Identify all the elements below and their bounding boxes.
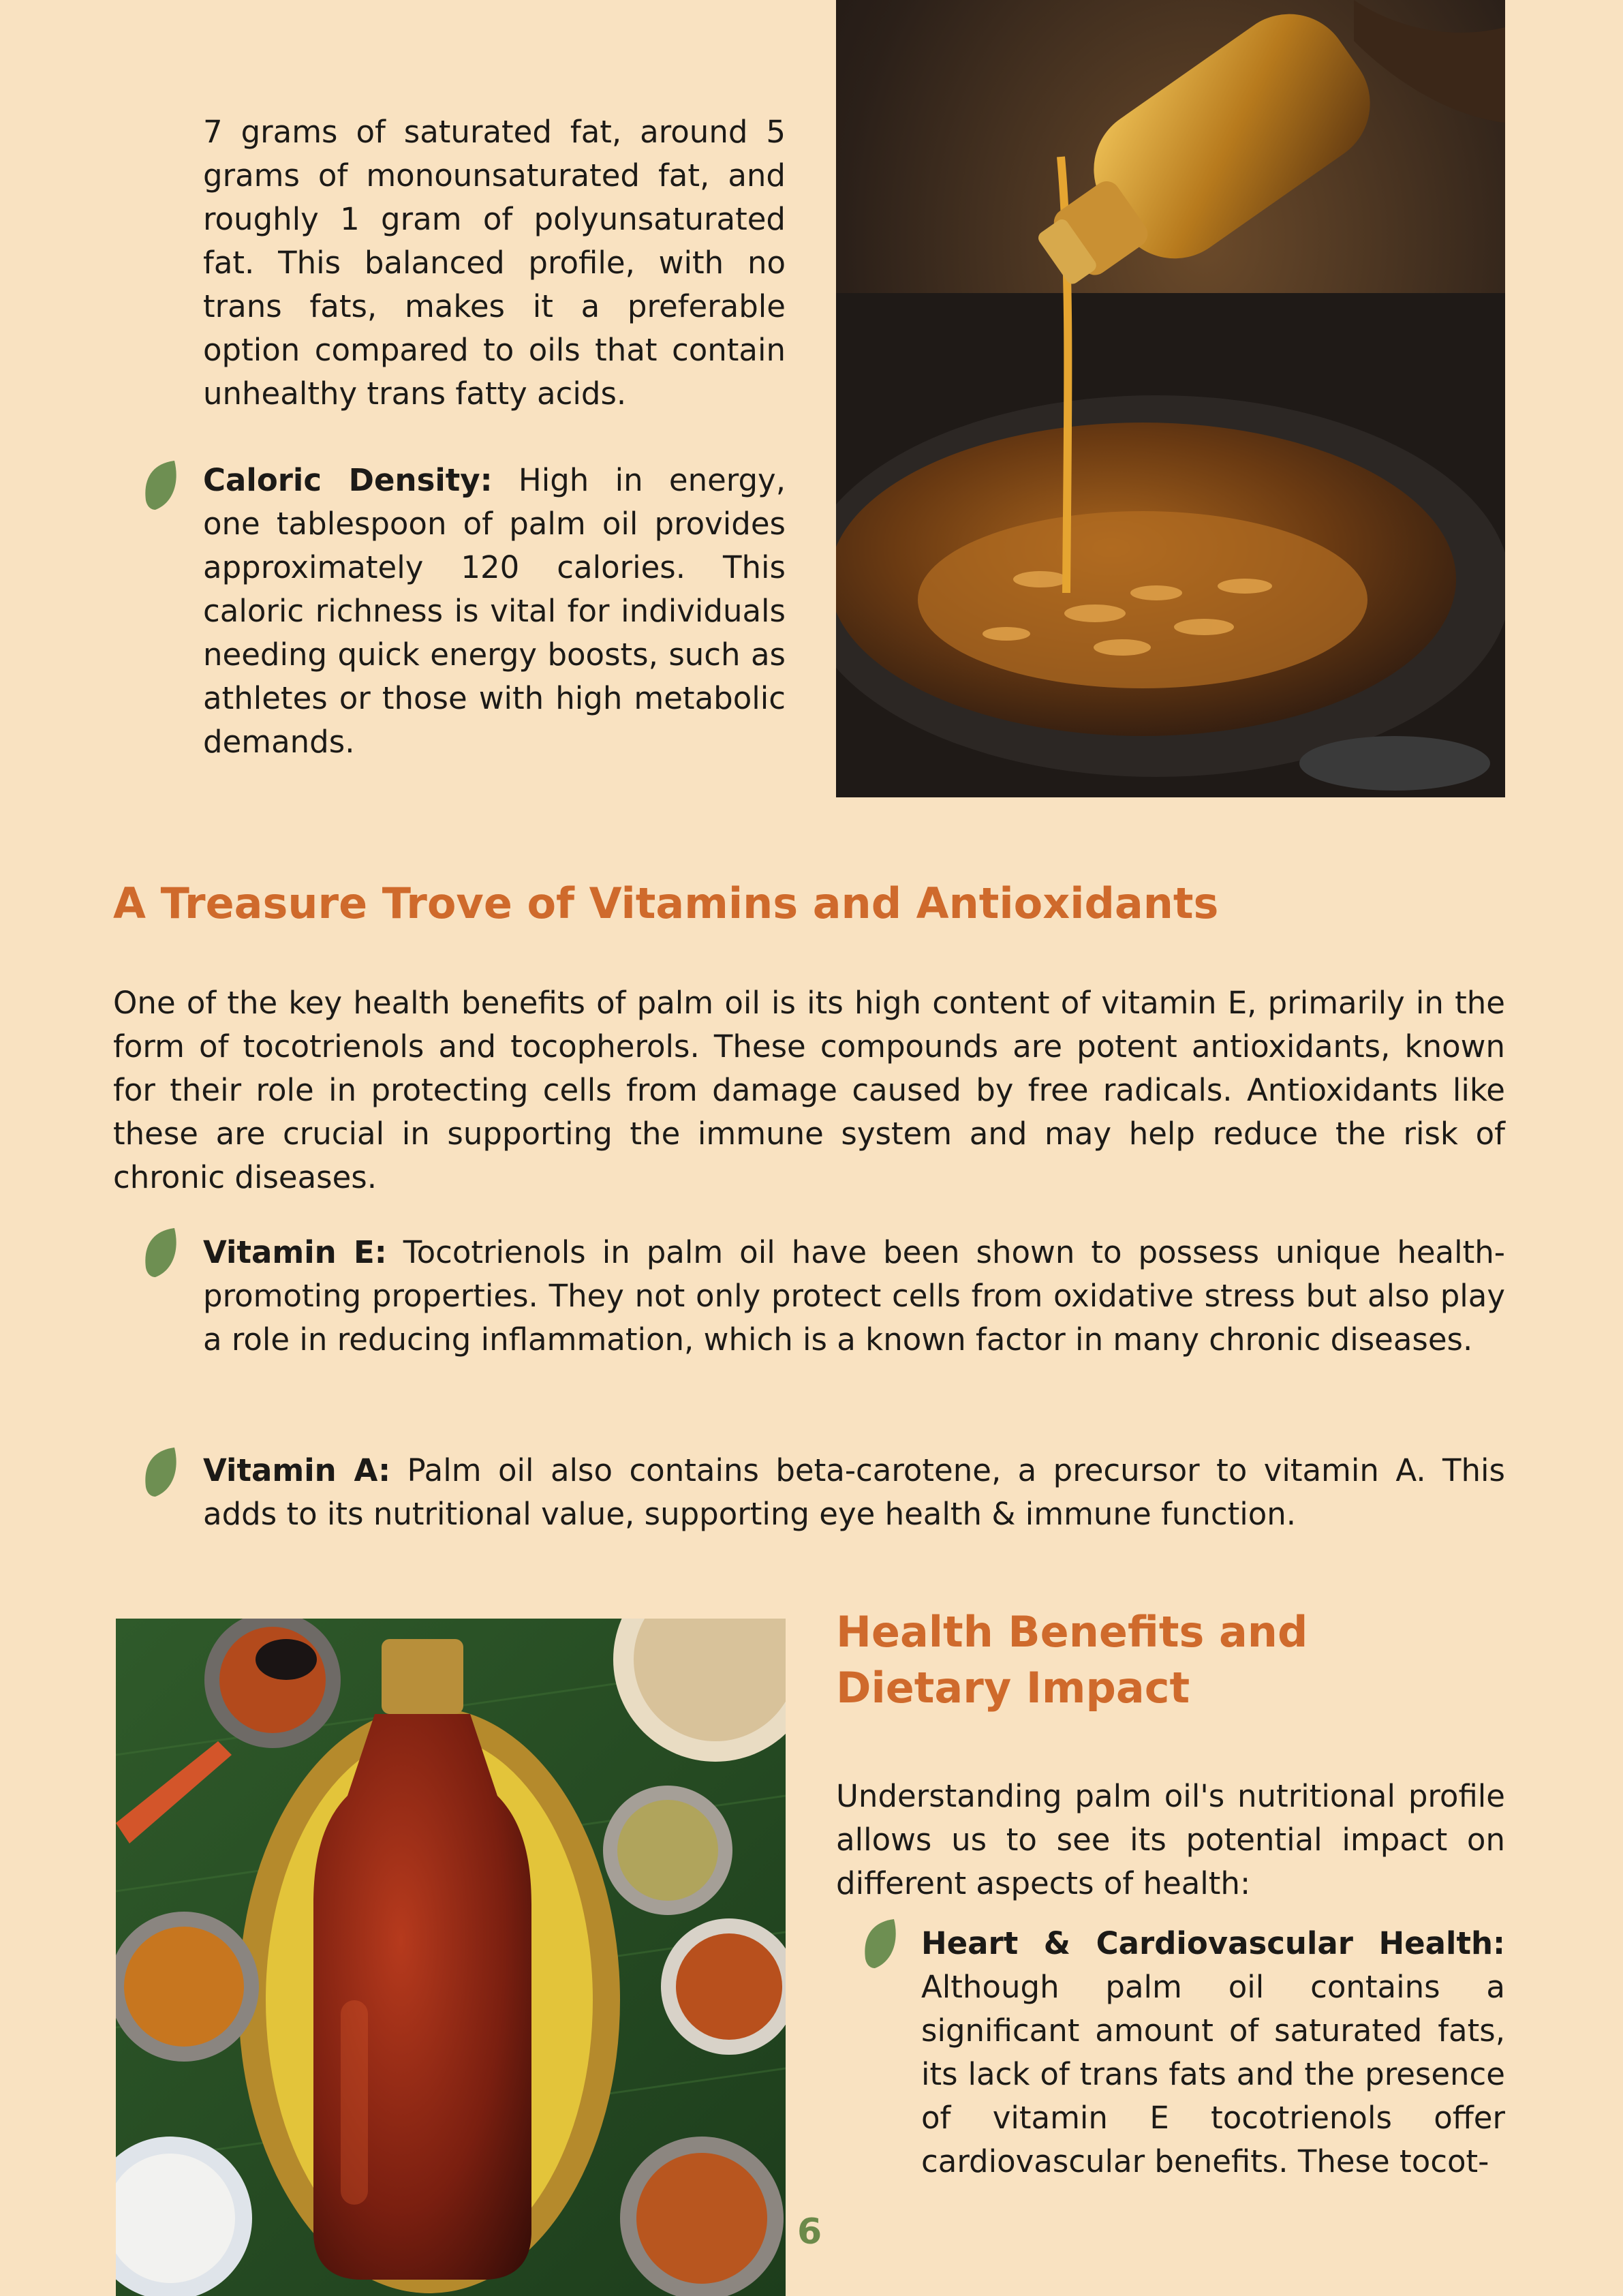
page-number: 6 <box>797 2211 822 2252</box>
leaf-icon <box>859 1916 901 1971</box>
section-heading-health-line2: Dietary Impact <box>836 1663 1190 1713</box>
vitamin-a-text: Palm oil also contains beta-carotene, a precursor to vitamin A. This adds to its nutritional value, supporting eye health & immune function. <box>203 1452 1506 1532</box>
vitamins-paragraph: One of the key health benefits of palm oil is its high content of vitamin E, primarily in the form of tocotrienols and tocopherols. These compounds are potent antioxidants, known for their role in protecting cells from damage caused by free radicals. Antioxidants like these are crucial in supporting the immune system and may help reduce the risk of chronic diseases. <box>113 985 1505 1195</box>
vitamin-e-paragraph <box>203 1231 1505 1362</box>
vitamin-a-paragraph <box>203 1449 1505 1536</box>
oil-pouring-photo <box>836 0 1505 797</box>
heart-health-text: Although palm oil contains a significant amount of saturated fats, its lack of trans fats and the presence of vitamin E tocotrienols offer cardiovascular benefits. These tocot- <box>921 1969 1505 2179</box>
palm-oil-dishes-photo <box>116 1619 786 2296</box>
section-heading-vitamins: A Treasure Trove of Vitamins and Antioxidants <box>113 878 1219 928</box>
vitamin-a-label: Vitamin A: <box>203 1452 391 1488</box>
section-heading-health-benefits <box>836 1604 1505 1716</box>
caloric-density-paragraph <box>203 459 786 764</box>
section-heading-health-line1: Health Benefits and <box>836 1607 1308 1657</box>
vitamin-e-text: Tocotrienols in palm oil have been shown to possess unique health-promoting properties. They not only protect cells from oxidative stress but also play a role in reducing inflammation, which is a known factor in many chronic diseases. <box>203 1234 1506 1358</box>
leaf-icon <box>139 1445 181 1499</box>
oil-pouring-illustration <box>836 0 1505 797</box>
heart-health-label: Heart & Cardiovascular Health: <box>921 1925 1505 1961</box>
caloric-density-text: High in energy, one tablespoon of palm oil provides approximately 120 calories. This caloric richness is vital for individuals needing quick energy boosts, such as athletes or those with high metabolic demands. <box>203 462 786 760</box>
leaf-icon <box>139 1225 181 1280</box>
caloric-density-label: Caloric Density: <box>203 462 493 498</box>
heart-health-paragraph <box>921 1922 1505 2184</box>
palm-oil-dishes-illustration <box>116 1619 786 2296</box>
intro-paragraph: 7 grams of saturated fat, around 5 grams of monounsaturated fat, and roughly 1 gram of polyunsaturated fat. This balanced profile, with no trans fats, makes it a preferable option compared to oils that contain unhealthy trans fatty acids. <box>203 114 786 412</box>
vitamin-e-label: Vitamin E: <box>203 1234 387 1270</box>
leaf-icon <box>139 458 181 512</box>
health-benefits-paragraph: Understanding palm oil's nutritional profile allows us to see its potential impact on different aspects of health: <box>836 1778 1505 1901</box>
